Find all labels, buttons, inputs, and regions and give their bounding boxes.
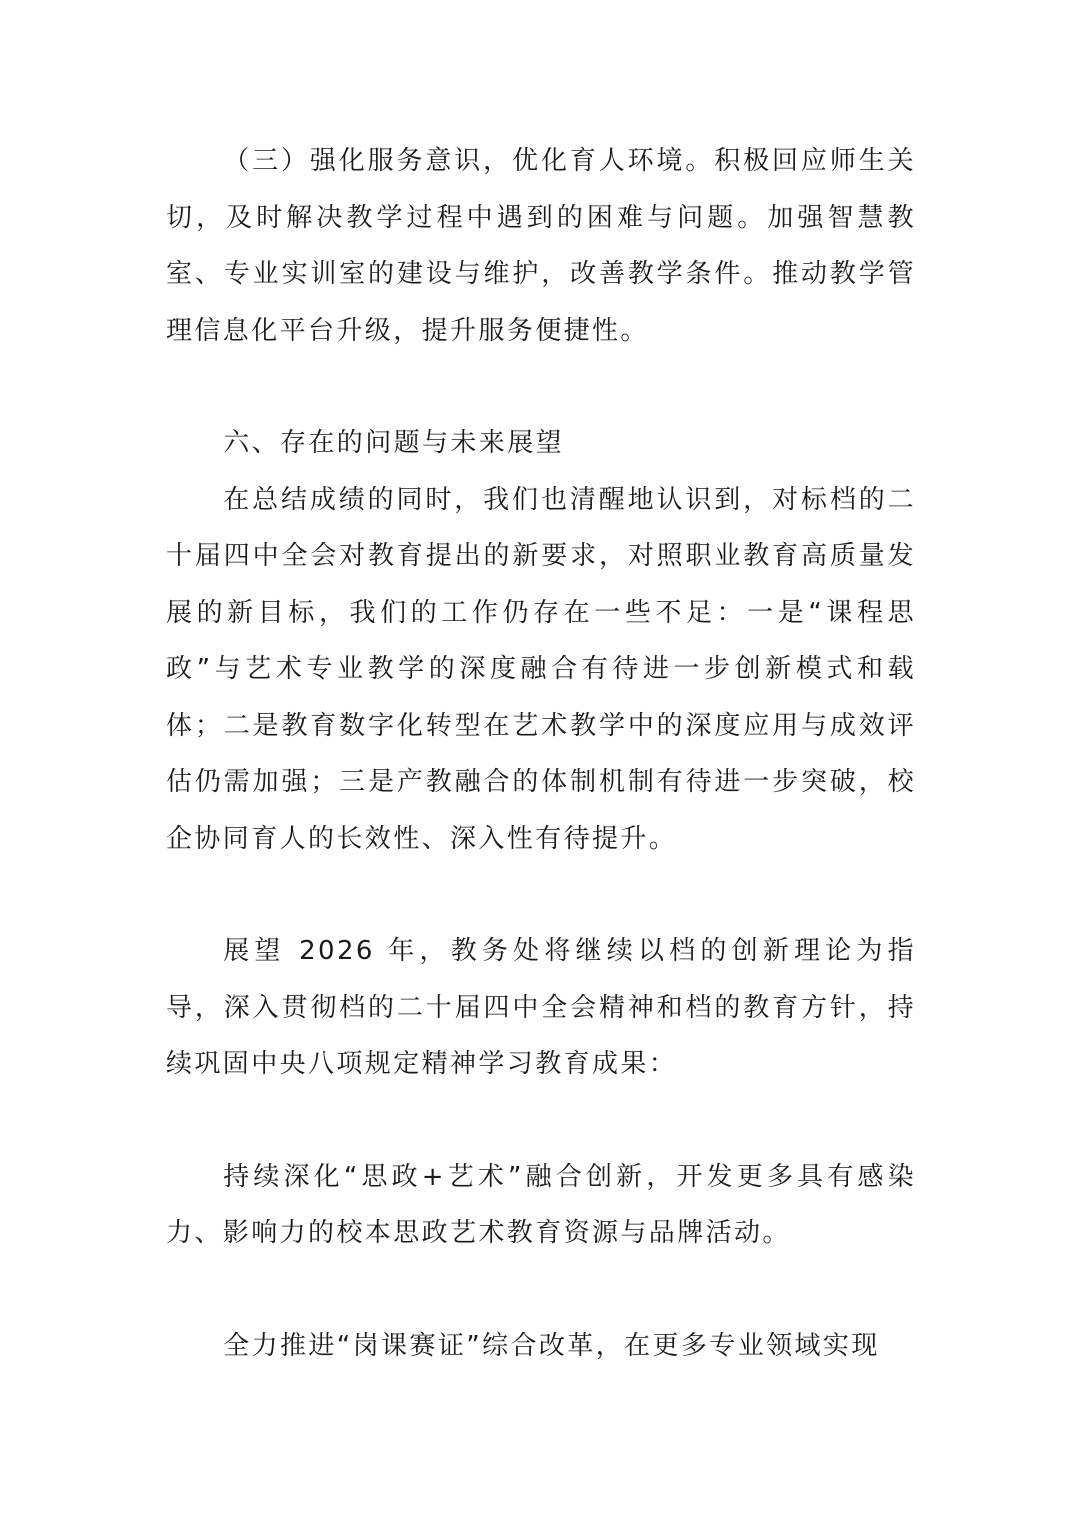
paragraph-gap <box>166 867 916 923</box>
paragraph-outlook-2026: 展望 2026 年，教务处将继续以档的创新理论为指导，深入贯彻档的二十届四中全会精神和档的教育方针，持续巩固中央八项规定精神学习教育成果： <box>166 936 916 1079</box>
paragraph-post-course-competition: 全力推进“岗课赛证”综合改革，在更多专业领域实现 <box>223 1330 880 1361</box>
section-heading-problems-outlook: 六、存在的问题与未来展望 <box>223 428 564 458</box>
paragraph-ideology-art: 持续深化“思政+艺术”融合创新，开发更多具有感染力、影响力的校本思政艺术教育资源与品牌活动。 <box>166 1161 916 1248</box>
paragraph-gap <box>166 1262 916 1318</box>
paragraph-service-awareness: （三）强化服务意识，优化育人环境。积极回应师生关切，及时解决教学过程中遇到的困难与问题。加强智慧教室、专业实训室的建设与维护，改善教学条件。推动教学管理信息化平台升级，提升服务便捷性。 <box>166 146 916 346</box>
paragraph-problems: 在总结成绩的同时，我们也清醒地认识到，对标档的二十届四中全会对教育提出的新要求，对照职业教育高质量发展的新目标，我们的工作仍存在一些不足：一是“课程思政”与艺术专业教学的深度融合有待进一步创新模式和载体；二是教育数字化转型在艺术教学中的深度应用与成效评估仍需加强；三是产教融合的体制机制有待进一步突破，校企协同育人的长效性、深入性有待提升。 <box>166 484 916 854</box>
paragraph-gap <box>166 1093 916 1149</box>
paragraph-gap <box>166 359 916 415</box>
document-page <box>166 133 916 1374</box>
